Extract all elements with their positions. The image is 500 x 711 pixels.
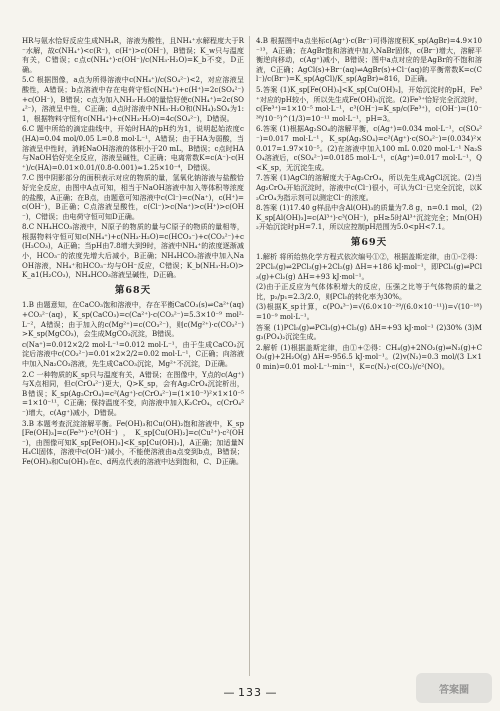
answer-paragraph: c(Na⁺)=0.012×2/2 mol·L⁻¹=0.012 mol·L⁻¹，由于生成CaCO₃沉淀后溶液中c(CO₃²⁻)=0.01×2×2/2=0.02 mol·L⁻¹，C正确；向溶液中加入Na₂CO₃溶液，先生成CaCO₃沉淀，Mg²⁺不沉淀，D正确。 [22,339,244,368]
right-column [256,36,482,373]
answer-paragraph: 6.答案 (1)根据Ag₂SO₄的溶解平衡，c(Ag⁺)=0.034 mol·L⁻¹，c(SO₄²⁻)=0.017 mol·L⁻¹，K_sp(Ag₂SO₄)=c²(Ag⁺)·c(SO₄²⁻)=(0.034)²×0.017=1.97×10⁻⁵。(2)在溶液中加入100 mL 0.020 mol·L⁻¹ Na₂SO₄溶液后，c(SO₄²⁻)=0.0185 mol·L⁻¹，c(Ag⁺)=0.017 mol·L⁻¹，Q<K_sp，无沉淀生成。 [256,124,482,172]
page-footer: — 133 — [223,686,277,699]
answer-paragraph: 1.解析 将所给热化学方程式依次编号①②，根据盖斯定律，由①-②得：2PCl₅(g)⇌2PCl₃(g)+2Cl₂(g) ΔH=+186 kJ·mol⁻¹，即PCl₅(g)⇌PCl₃(g)+Cl₂(g) ΔH=+93 kJ·mol⁻¹。 [256,252,482,281]
answer-paragraph: 答案 (1)PCl₅(g)⇌PCl₃(g)+Cl₂(g) ΔH=+93 kJ·mol⁻¹ (2)30% (3)Mg₃(PO₄)₂沉淀生成。 [256,322,482,342]
left-column [22,36,244,468]
watermark-logo [416,673,492,703]
section-heading-day-69: 第69天 [350,236,388,248]
column-divider [249,36,250,676]
answer-paragraph: 7.答案 (1)AgCl的溶解度大于Ag₂CrO₄，所以先生成AgCl沉淀。(2)当Ag₂CrO₄开始沉淀时，溶液中c(Cl⁻)很小，可认为Cl⁻已完全沉淀，以K₂CrO₄为指示剂可以测定Cl⁻的浓度。 [256,173,482,202]
watermark-text: 答案圈 [439,684,469,696]
answer-paragraph: 1.B 由题意知，在CaCO₃饱和溶液中，存在平衡CaCO₃(s)⇌Ca²⁺(aq)+CO₃²⁻(aq)，K_sp(CaCO₃)=c(Ca²⁺)·c(CO₃²⁻)=5.3×10⁻⁹ mol²·L⁻²，A错误；由于加入的c(Mg²⁺)=c(CO₃²⁻)，则c(Mg²⁺)·c(CO₃²⁻)>K_sp(MgCO₃)，会生成MgCO₃沉淀，B错误。 [22,300,244,339]
answer-paragraph: 6.C 题中所给的滴定曲线中，开始时HA的pH约为1，说明起始浓度c(HA)=0.04 mol/0.05 L=0.8 mol·L⁻¹，A错误；由于HA为弱酸，当溶液呈中性时，消耗NaOH溶液的体积小于20 mL，B错误；c点时HA与NaOH恰好完全反应，溶液呈碱性，C正确；电离常数K=c(A⁻)·c(H⁺)/c(HA)=0.01×0.01/(0.8-0.001)≈1.25×10⁻⁴，D错误。 [22,124,244,172]
answer-paragraph: 8.C NH₄HCO₃溶液中，N原子的物质的量与C原子的物质的量相等，根据物料守恒可知c(NH₄⁺)+c(NH₃·H₂O)=c(HCO₃⁻)+c(CO₃²⁻)+c(H₂CO₃)，A正确；当pH由7.8增大到9时，溶液中NH₄⁺的浓度逐渐减小，HCO₃⁻的浓度先增大后减小，B正确；NH₄HCO₃溶液中加入NaOH溶液，NH₄⁺和HCO₃⁻均与OH⁻反应，C错误；K_b(NH₃·H₂O)>K_a1(H₂CO₃)，NH₄HCO₃溶液呈碱性，D正确。 [22,222,244,280]
answer-paragraph: 3.B 本题考查沉淀溶解平衡。Fe(OH)₃和Cu(OH)₂饱和溶液中，K_sp[Fe(OH)₃]=c(Fe³⁺)·c³(OH⁻)，K_sp[Cu(OH)₂]=c(Cu²⁺)·c²(OH⁻)，由图像可知K_sp[Fe(OH)₃]<K_sp[Cu(OH)₂]，A正确；加适量NH₄Cl固体，溶液中c(OH⁻)减小，不能使溶液由a点变到b点，B错误；Fe(OH)₃和Cu(OH)₂在c、d两点代表的溶液中达到饱和，C、D正确。 [22,418,244,466]
section-heading-day-68: 第68天 [114,284,152,296]
answer-paragraph: 5.C 根据图像，a点为所得溶液中c(NH₄⁺)/c(SO₄²⁻)<2，对应溶液呈酸性，A错误；b点溶液中存在电荷守恒c(NH₄⁺)+c(H⁺)=2c(SO₄²⁻)+c(OH⁻)，B错误；c点为加入NH₃·H₂O的量恰好使c(NH₄⁺)=2c(SO₄²⁻)，溶液呈中性，C正确；d点时溶液中NH₃·H₂O和(NH₄)₂SO₄为1:1，根据物料守恒有c(NH₄⁺)+c(NH₃·H₂O)=4c(SO₄²⁻)，D错误。 [22,75,244,123]
answer-paragraph: 7.C 图中阴影部分的面积表示对应的物质的量，氢氧化钠溶液与盐酸恰好完全反应，由图中A点可知，相当于NaOH溶液中加入等体积等浓度的盐酸，A正确；在B点，由题意可知溶液中c(Cl⁻)=c(Na⁺)，c(H⁺)=c(OH⁻)，B正确；C点溶液呈酸性，c(Cl⁻)>c(Na⁺)>c(H⁺)>c(OH⁻)，C错误；由电荷守恒可知D正确。 [22,173,244,221]
answer-paragraph: (3)根据K_sp计算，c(PO₄³⁻)=√(6.0×10⁻²⁹/(6.0×10⁻¹¹))=√(10⁻¹⁸)=10⁻⁹ mol·L⁻¹。 [256,302,482,322]
answer-paragraph: 2.C 一种物质的K_sp只与温度有关，A错误；在图像中，Y点的c(Ag⁺)与X点相同，但c(CrO₄²⁻)更大，Q>K_sp，会有Ag₂CrO₄沉淀析出，B错误；K_sp(Ag₂CrO₄)=c²(Ag⁺)·c(CrO₄²⁻)=(1×10⁻³)²×1×10⁻⁵=1×10⁻¹¹，C正确；保持温度不变，向溶液中加入K₂CrO₄，c(CrO₄²⁻)增大，c(Ag⁺)减小，D错误。 [22,369,244,417]
page-number: 133 [238,686,262,699]
answer-paragraph: (2)由于正反应为气体体积增大的反应，压强之比等于气体物质的量之比，p₂/p₁=2.3/2.0，则PCl₅的转化率为30%。 [256,282,482,301]
answer-paragraph: 5.答案 (1)K_sp[Fe(OH)₃]<K_sp[Cu(OH)₂]，开始沉淀时的pH，Fe³⁺对应的pH较小，所以先生成Fe(OH)₃沉淀。(2)Fe³⁺恰好完全沉淀时，c(Fe³⁺)=1×10⁻⁵ mol·L⁻¹，c³(OH⁻)=K_sp/c(Fe³⁺)，c(OH⁻)=(10⁻³⁸/10⁻⁵)^(1/3)=10⁻¹¹ mol·L⁻¹，pH=3。 [256,84,482,123]
answer-paragraph: 8.答案 (1)17.40 g样品中含Al(OH)₃的质量为7.8 g，n=0.1 mol，(2)K_sp[Al(OH)₃]=c(Al³⁺)·c³(OH⁻)，pH≥5时Al³⁺沉淀完全；Mn(OH)₂开始沉淀时pH=7.1，所以应控制pH范围为5.0<pH<7.1。 [256,203,482,232]
answer-paragraph: 4.B 根据图中a点坐标c(Ag⁺)·c(Br⁻)可得溶度积K_sp(AgBr)=4.9×10⁻¹³，A正确；在AgBr饱和溶液中加入NaBr固体，c(Br⁻)增大，溶解平衡逆向移动，c(Ag⁺)减小，B错误；图中a点对应的是AgBr的不饱和溶液，C正确；AgCl(s)+Br⁻(aq)⇌AgBr(s)+Cl⁻(aq)的平衡常数K=c(Cl⁻)/c(Br⁻)=K_sp(AgCl)/K_sp(AgBr)≈816，D正确。 [256,36,482,84]
answer-paragraph: 2.解析 (1)根据盖斯定律，由①+②得：CH₄(g)+2NO₂(g)⇌N₂(g)+CO₂(g)+2H₂O(g) ΔH=-956.5 kJ·mol⁻¹。(2)v(N₂)=0.3 mol/(3 L×10 min)=0.01 mol·L⁻¹·min⁻¹，K=c(N₂)·c(CO₂)/c²(NO)。 [256,342,482,371]
answer-paragraph: HR与氨水恰好反应生成NH₄R，溶液为酸性，且NH₄⁺水解程度大于R⁻水解，故c(NH₄⁺)<c(R⁻)，c(H⁺)>c(OH⁻)，B错误；K_w只与温度有关，C错误；c点c(NH₄⁺)·c(OH⁻)/c(NH₃·H₂O)=K_b不变，D正确。 [22,36,244,74]
